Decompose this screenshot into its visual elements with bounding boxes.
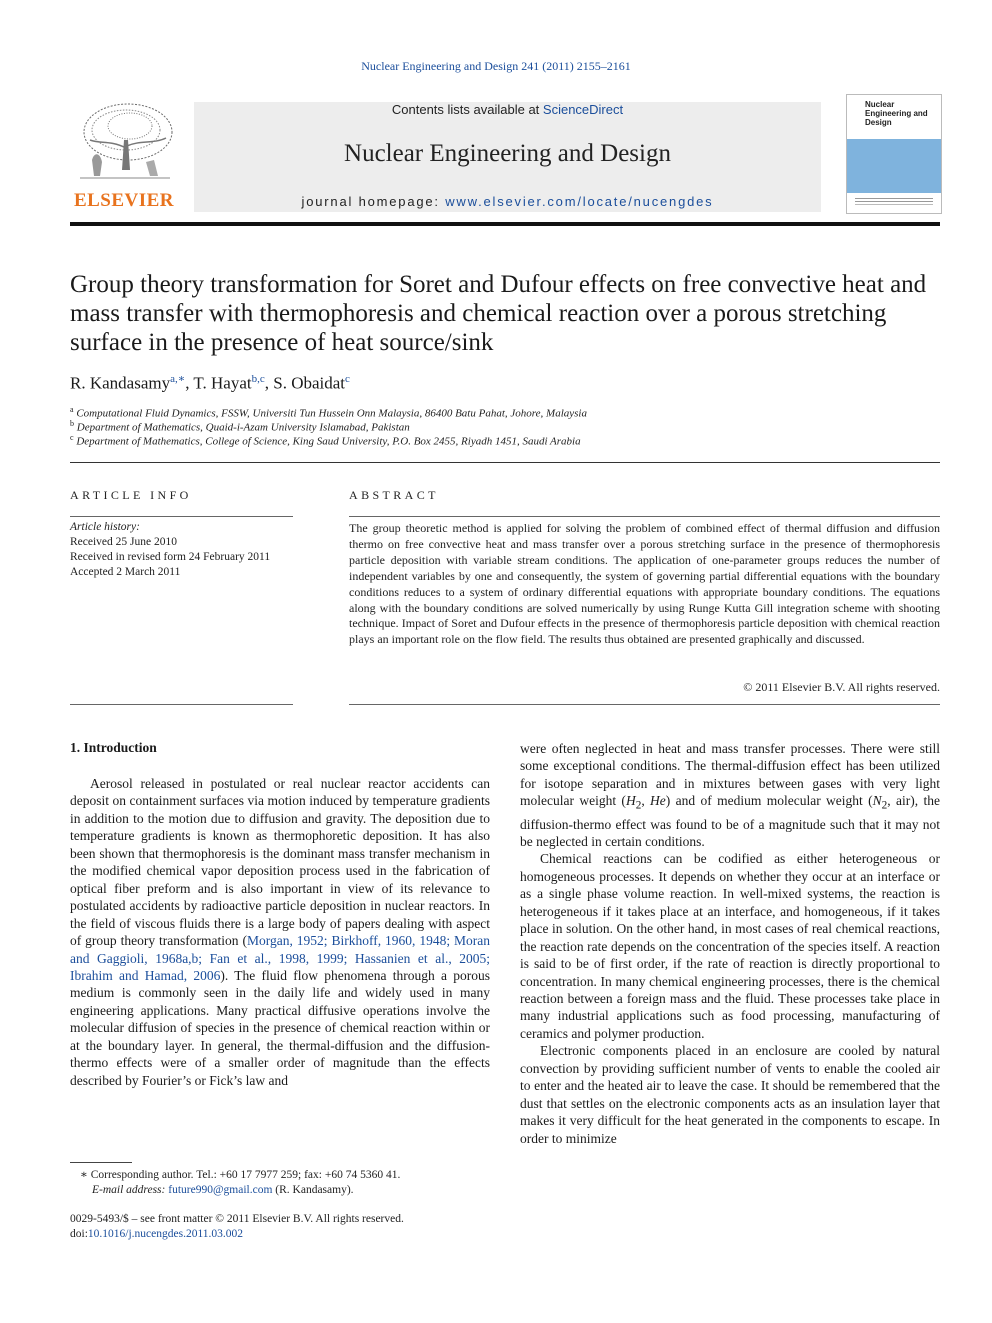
- formula-he: He: [650, 793, 666, 809]
- affiliation: [70, 405, 587, 420]
- homepage-prefix: journal homepage:: [301, 194, 446, 209]
- sciencedirect-link[interactable]: ScienceDirect: [542, 102, 624, 117]
- contents-line: [194, 102, 821, 118]
- doi-label: doi:: [70, 1228, 88, 1240]
- issn-line: 0029-5493/$ – see front matter © 2011 Elsevier B.V. All rights reserved.: [70, 1213, 404, 1225]
- journal-reference[interactable]: Nuclear Engineering and Design 241 (2011) 2155–2161: [361, 59, 631, 73]
- email-link[interactable]: future990@gmail.com: [168, 1184, 273, 1196]
- formula-h2: H: [625, 793, 636, 809]
- received-date: Received 25 June 2010: [70, 536, 177, 548]
- history-label: Article history:: [70, 521, 140, 533]
- article-title: Group theory transformation for Soret and Dufour effects on free convective heat and mass transfer with thermophoresis and chemical reaction over a porous stretching surface in the presence of heat source/sink: [70, 271, 927, 356]
- author-affil-link[interactable]: b,c: [251, 373, 265, 385]
- right-column: [520, 740, 940, 1147]
- left-column: [70, 775, 490, 1089]
- paragraph-text: , air), the diffusion-thermo effect was found to be of a magnitude such that it may not be neglected in certain conditions.: [520, 793, 940, 849]
- homepage-line: [194, 194, 821, 209]
- abstract-heading: ABSTRACT: [349, 488, 439, 502]
- author-affil-link[interactable]: a,∗: [170, 373, 186, 385]
- corresponding-author-note: ∗ Corresponding author. Tel.: +60 17 7977 259; fax: +60 74 5360 41.: [80, 1169, 401, 1181]
- accepted-date: Accepted 2 March 2011: [70, 566, 181, 578]
- paragraph-text: ). The fluid flow phenomena through a porous medium is commonly seen in the daily life and widely used in many engineering applications. Many practical diffusive operations involve the molecular diffusion of species in the presence of chemical reaction within or at the boundary layer. In general, the thermal-diffusion and the diffusion-thermo effects were of a smaller order of magnitude than the effects described by Fourier’s or Fick’s law and: [70, 967, 490, 1088]
- abstract-bottom-rule: [349, 704, 940, 705]
- email-suffix: (R. Kandasamy).: [272, 1184, 354, 1196]
- paragraph: [70, 775, 490, 1089]
- affiliation-text: Department of Mathematics, Quaid-i-Azam University Islamabad, Pakistan: [76, 421, 410, 434]
- affiliation-marker: a: [70, 405, 74, 414]
- cover-graphic: [847, 139, 941, 193]
- publisher-name: ELSEVIER: [73, 190, 175, 211]
- paragraph: Chemical reactions can be codified as either heterogeneous or homogeneous processes. It depends on whether they occur at an interface or as a single phase volume reaction. In well-mixed systems, the reaction is heterogeneous if it takes place at an interface, and homogeneous, if it takes place in solution. On the other hand, in most cases of real chemical reactions, the reaction rate depends on the concentration of the species itself. A reaction is said to be of first order, if the rate of reaction is directly proportional to concentration. In many chemical engineering processes, there is the chemical reaction between a foreign mass and the fluid. These processes take place in many industrial applications such as food processing, manufacturing of ceramics and polymer production.: [520, 851, 940, 1041]
- journal-cover[interactable]: [846, 94, 942, 214]
- author-name: T. Hayat: [193, 373, 252, 393]
- article-info-rule: [70, 516, 293, 517]
- article-info-bottom-rule: [70, 704, 293, 705]
- citation-links[interactable]: Morgan, 1952; Birkhoff, 1960, 1948; Moran and Gaggioli, 1968a,b; Fan et al., 1998, 1999; Hassanien et al., 2005; Ibrahim and Hamad, 2006: [70, 933, 490, 983]
- homepage-link[interactable]: www.elsevier.com/locate/nucengdes: [445, 194, 714, 209]
- affiliation-marker: b: [70, 419, 74, 428]
- subscript: 2: [881, 800, 888, 813]
- paragraph-text: were often neglected in heat and mass transfer processes. There were still some exceptional conditions. The thermal-diffusion effect has been utilized for isotope separation and in mixtures between gases with very light molecular weight (: [520, 741, 940, 809]
- revised-date: Received in revised form 24 February 2011: [70, 551, 271, 563]
- subscript: 2: [635, 800, 642, 813]
- author-affil-link[interactable]: c: [345, 373, 350, 385]
- email-label: E-mail address:: [92, 1184, 169, 1196]
- footnote-rule: [70, 1162, 132, 1163]
- contents-prefix: Contents lists available at: [391, 102, 543, 117]
- journal-banner: [194, 102, 821, 212]
- abstract-text: The group theoretic method is applied for solving the problem of combined effect of thermal diffusion and diffusion thermo on free convective heat and mass transfer over a porous stretching surface in the presence of thermophoresis particle deposition with variable stream conditions. The application of one-parameter groups reduces the number of independent variables by one and consequently, the system of governing partial differential equations with the boundary conditions reduces to a system of ordinary differential equations with appropriate boundary conditions. The equations along with the boundary conditions are solved numerically by using Runge Kutta Gill integration scheme with shooting technique. Impact of Soret and Dufour effects in the presence of thermophoresis particle deposition with chemical reaction plays an important role on the flow field. The results thus obtained are presented graphically and discussed.: [349, 521, 940, 647]
- formula-n2: N: [872, 793, 882, 809]
- affiliation-rule: [70, 462, 940, 463]
- affiliation-text: Computational Fluid Dynamics, FSSW, Universiti Tun Hussein Onn Malaysia, 86400 Batu Pahat, Johore, Malaysia: [76, 407, 587, 420]
- doi-link[interactable]: 10.1016/j.nucengdes.2011.03.002: [87, 1228, 244, 1240]
- cover-title: Nuclear Engineering and Design: [865, 100, 928, 127]
- author-name: R. Kandasamy: [70, 373, 171, 393]
- paragraph: were often neglected in heat and mass transfer processes. There were still some exceptional conditions. The thermal-diffusion effect has been utilized for isotope separation and in mixtures between gases with very light molecular weight ($H_2$, He) and of medium molecular weight ($N_2$, air), the diffusion-thermo effect was found to be of a magnitude such that it may not be neglected in certain conditions.: [520, 741, 940, 849]
- affiliation: [70, 419, 410, 434]
- paragraph: Electronic components placed in an enclosure are cooled by natural convection by providing sufficient number of vents to enable the cooled air to enter and the heated air to leave the case. It should be remembered that the dust that settles on the electronic components acts as an insulation layer that makes it very difficult for the heat generated in the components to escape. In order to minimize: [520, 1043, 940, 1146]
- author-name: S. Obaidat: [273, 373, 346, 393]
- paragraph-text: Aerosol released in postulated or real nuclear reactor accidents can deposit on containment surfaces via motion induced by temperature gradients in addition to the motion due to diffusion and gravity. The deposition due to temperature gradients is known as thermophoretic deposition. It has also been shown that thermophoresis is the dominant mass transfer mechanism in the modified chemical vapor deposition process used in the fabrication of optical fiber preform and is also important in view of its relevance to postulated accidents by radioactive particle deposition in nuclear reactors. In the field of viscous fluids there is a large body of papers dealing with aspect of group theory transformation (: [70, 776, 490, 949]
- elsevier-logo: [70, 100, 178, 212]
- cover-footer-lines: [855, 198, 933, 199]
- email-line: [92, 1183, 354, 1198]
- affiliation-marker: c: [70, 433, 74, 442]
- affiliation: [70, 433, 581, 448]
- section-heading: 1. Introduction: [70, 740, 157, 755]
- article-info-heading: ARTICLE INFO: [70, 488, 192, 502]
- doi-line: [70, 1227, 243, 1242]
- abstract-copyright: © 2011 Elsevier B.V. All rights reserved.: [743, 680, 940, 694]
- affiliation-text: Department of Mathematics, College of Science, King Saud University, P.O. Box 2455, Riyadh 1451, Saudi Arabia: [76, 435, 581, 448]
- tree-logo-icon: [70, 100, 178, 188]
- abstract-rule: [349, 516, 940, 517]
- header-rule: [70, 222, 940, 226]
- author-list: R. Kandasamy$^{a,∗}$, T. Hayat$^{b,c}$, S. Obaidat$^c$: [70, 373, 350, 393]
- paragraph-text: ) and of medium molecular weight (: [665, 793, 873, 809]
- journal-title: Nuclear Engineering and Design: [344, 140, 671, 167]
